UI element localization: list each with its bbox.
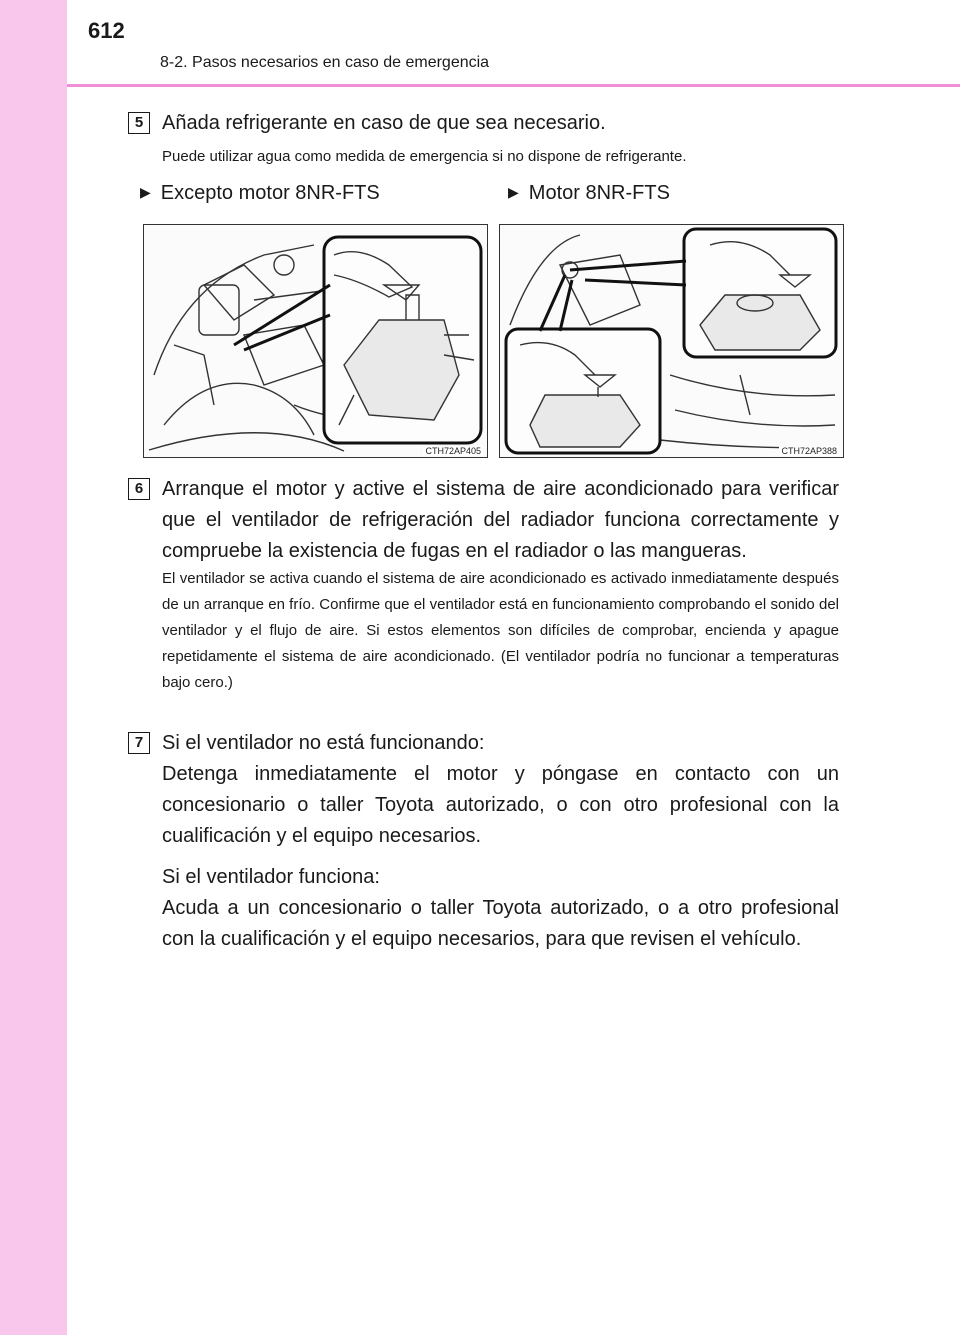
section-title: 8-2. Pasos necesarios en caso de emergencia [160, 54, 490, 71]
step-6-text: Arranque el motor y active el sistema de aire acondicionado para verificar que el ventilador de refrigeración del radiador funciona correctamente y compruebe la existencia de fugas en el radiador o las mangueras. [162, 478, 839, 562]
figure-left-label: Excepto motor 8NR-FTS [160, 182, 380, 204]
side-color-band [0, 0, 67, 1335]
step-5-note: Puede utilizar agua como medida de emergencia si no dispone de refrigerante. [162, 148, 687, 165]
figure-right-caption [508, 182, 670, 205]
step-7-block [162, 728, 839, 955]
step-7-condition-2: Si el ventilador funciona: [162, 866, 380, 888]
figure-left-caption [140, 182, 380, 205]
step-7-text-1: Detenga inmediatamente el motor y póngase en contacto con un concesionario o taller Toyota autorizado, o con otro profesional con la cualificación y el equipo necesarios. [162, 763, 839, 847]
step-7-text-2: Acuda a un concesionario o taller Toyota autorizado, o a otro profesional con la cualificación y el equipo necesarios, para que revisen el vehículo. [162, 897, 839, 950]
engine-illustration-left [143, 224, 488, 458]
coolant-reservoir-drawing [144, 225, 487, 457]
header-rule [67, 84, 960, 87]
figure-right-label: Motor 8NR-FTS [528, 182, 670, 204]
step-5-badge: 5 [128, 112, 150, 134]
step-7-badge: 7 [128, 732, 150, 754]
step-6-badge: 6 [128, 478, 150, 500]
figure-left-code: CTH72AP405 [425, 446, 481, 456]
coolant-reservoir-drawing [500, 225, 843, 457]
step-6-note: El ventilador se activa cuando el sistema de aire acondicionado es activado inmediatamente después de un arranque en frío. Confirme que el ventilador está en funcionamiento comprobando el sonido del ventilador y el flujo de aire. Si estos elementos son difíciles de comprobar, encienda y apague repetidamente el sistema de aire acondicionado. (El ventilador podría no funcionar a temperaturas bajo cero.) [162, 570, 839, 691]
step-5-text: Añada refrigerante en caso de que sea necesario. [162, 112, 606, 134]
step-7-condition-1: Si el ventilador no está funcionando: [162, 732, 485, 754]
triangle-right-icon: ▶ [508, 184, 519, 200]
page-number: 612 [88, 18, 125, 43]
engine-illustration-right [499, 224, 844, 458]
figure-right-code: CTH72AP388 [781, 446, 837, 456]
triangle-right-icon: ▶ [140, 184, 151, 200]
